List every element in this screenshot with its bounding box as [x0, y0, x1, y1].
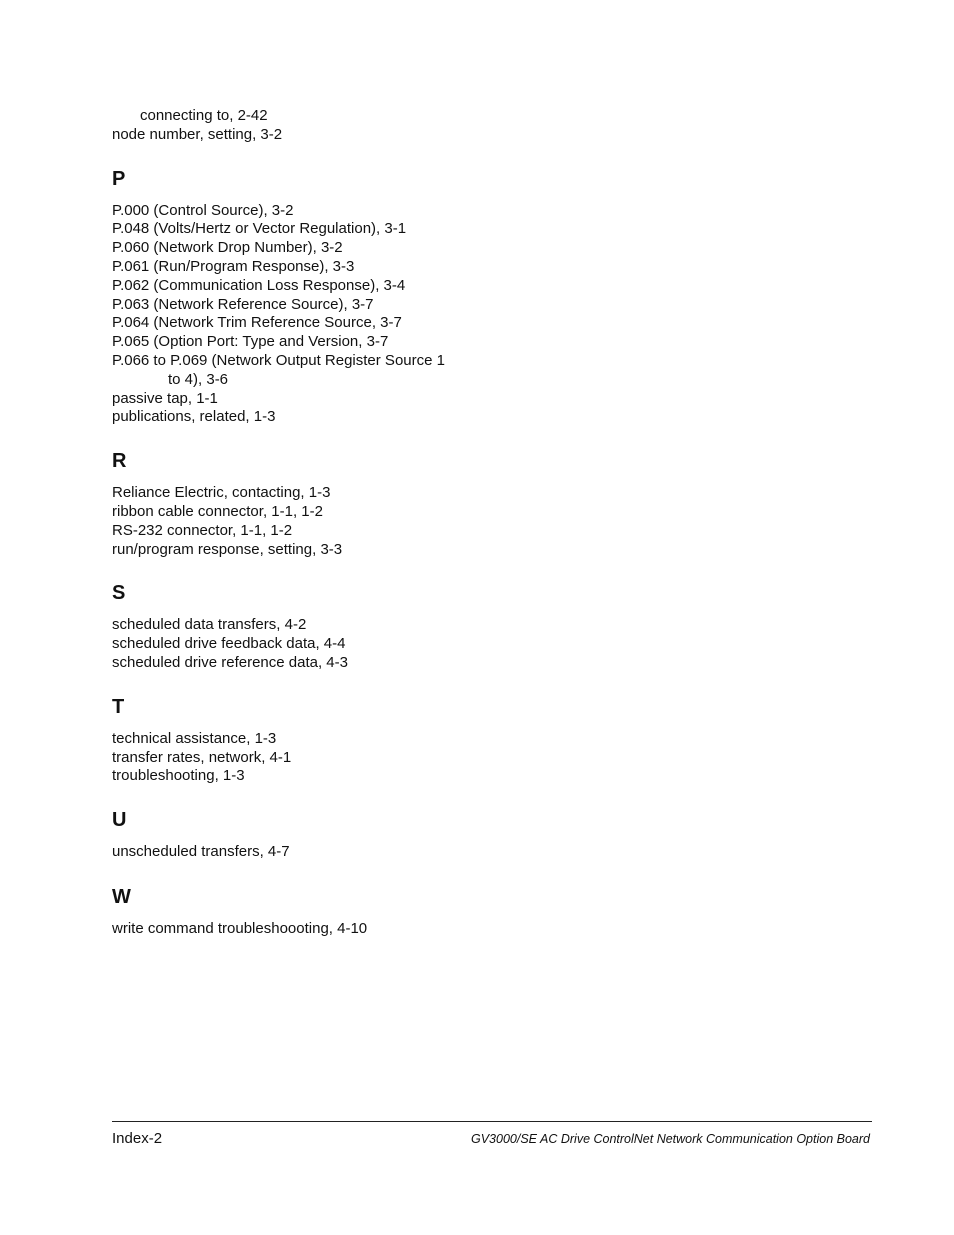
index-group-continued: [112, 107, 872, 145]
index-entry-line: P.066 to P.069 (Network Output Register Source 1: [112, 351, 445, 369]
index-entry: P.060 (Network Drop Number), 3-2: [112, 239, 343, 257]
index-entry: write command troubleshoooting, 4-10: [112, 919, 368, 937]
index-letter-heading: U: [112, 809, 127, 832]
index-entry: P.065 (Option Port: Type and Version, 3-7: [112, 333, 389, 351]
index-group-r: [112, 449, 872, 559]
index-letter-heading: W: [112, 885, 131, 908]
index-entry: connecting to, 2-42: [140, 107, 268, 124]
page-label: Index-2: [112, 1130, 163, 1147]
index-entry: Reliance Electric, contacting, 1-3: [112, 484, 331, 502]
index-entry: P.061 (Run/Program Response), 3-3: [112, 257, 355, 275]
index-entry: P.000 (Control Source), 3-2: [112, 201, 294, 219]
index-entry: transfer rates, network, 4-1: [112, 748, 292, 766]
index-group-w: [112, 885, 872, 939]
index-entry: troubleshooting, 1-3: [112, 767, 245, 785]
index-entry: RS-232 connector, 1-1, 1-2: [112, 521, 293, 539]
index-entry: P.063 (Network Reference Source), 3-7: [112, 295, 374, 313]
index-group-t: [112, 695, 872, 786]
index-entry: scheduled drive reference data, 4-3: [112, 653, 348, 671]
index-group-s: [112, 581, 872, 672]
index-entry: node number, setting, 3-2: [112, 125, 283, 143]
index-entry: publications, related, 1-3: [112, 408, 276, 426]
index-letter-heading: R: [112, 450, 127, 473]
index-entry: ribbon cable connector, 1-1, 1-2: [112, 502, 323, 520]
footer-divider: [112, 1121, 872, 1122]
index-letter-heading: S: [112, 582, 126, 605]
index-entry: P.062 (Communication Loss Response), 3-4: [112, 276, 406, 294]
index-letter-heading: P: [112, 167, 126, 190]
index-entry: run/program response, setting, 3-3: [112, 540, 343, 558]
index-content: [112, 107, 872, 939]
index-entry: P.064 (Network Trim Reference Source, 3-7: [112, 314, 402, 332]
index-entry: P.048 (Volts/Hertz or Vector Regulation), 3-1: [112, 220, 407, 238]
index-entry: passive tap, 1-1: [112, 389, 218, 407]
index-letter-heading: T: [112, 695, 125, 718]
index-entry: scheduled drive feedback data, 4-4: [112, 635, 346, 653]
index-group-p: [112, 167, 872, 428]
index-entry-continuation: to 4), 3-6: [168, 370, 229, 388]
index-entry: technical assistance, 1-3: [112, 729, 277, 747]
index-entry: scheduled data transfers, 4-2: [112, 616, 307, 634]
document-title: GV3000/SE AC Drive ControlNet Network Communication Option Board: [470, 1132, 870, 1146]
index-group-u: [112, 808, 872, 862]
index-entry: unscheduled transfers, 4-7: [112, 843, 290, 861]
index-entry-wrapped: [112, 352, 872, 390]
